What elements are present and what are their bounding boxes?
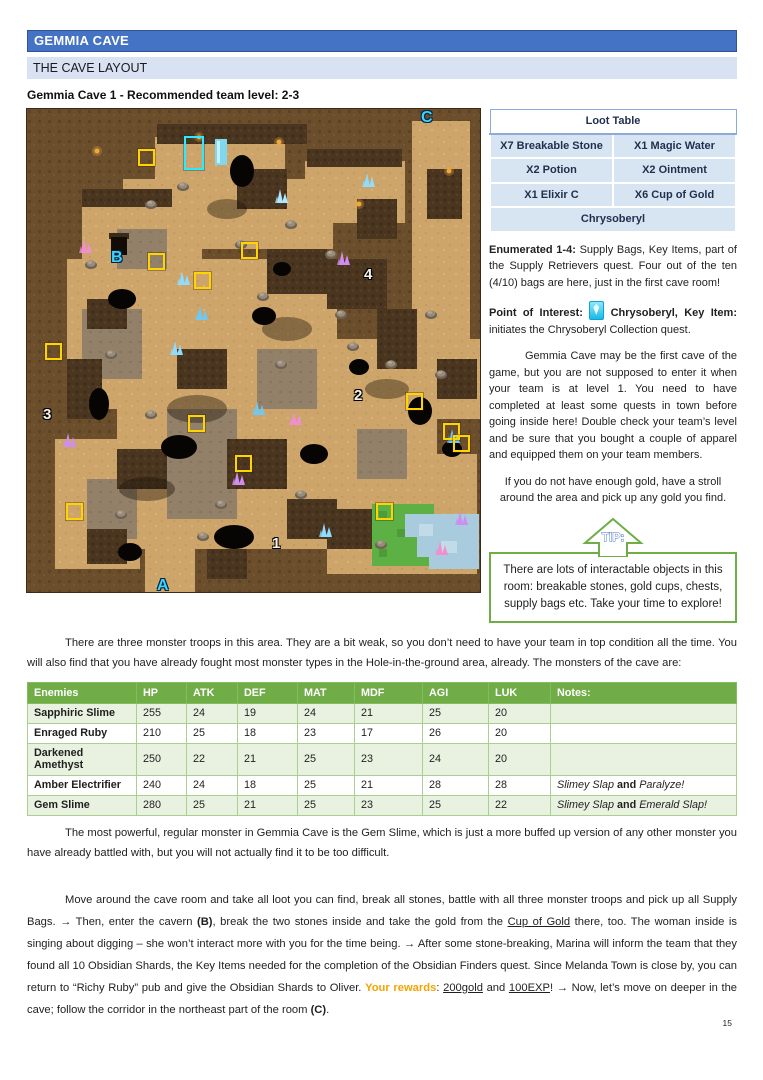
supply-bag-highlight (66, 503, 83, 520)
enemy-name: Enraged Ruby (28, 723, 137, 743)
map-marker-4: 4 (364, 266, 373, 283)
chrysoberyl-icon (589, 301, 604, 320)
supply-bag-highlight (453, 435, 470, 452)
text-segment: Cup of Gold (507, 915, 571, 928)
walkthrough-paragraph (27, 889, 737, 1021)
enemy-stat: 23 (355, 795, 423, 815)
enemy-stat: 21 (355, 703, 423, 723)
enemy-stat: 210 (137, 723, 187, 743)
enemy-notes (551, 723, 737, 743)
enemy-stat: 25 (423, 795, 489, 815)
enemy-stat: 25 (298, 775, 355, 795)
text-segment: there, too. The woman inside is singing about digging – she won’t interact more with you for the time being. → After some stone-breaking, Marina will inform the team that they found all 10 Obsidian Shards, the Key Items needed for the completion of the Obsidian Finders quest. Since Melanda Town is close by, you can return to “Richy Ruby” pub and give the Obsidian Shards to Oliver. (27, 915, 737, 994)
enemies-header-cell: MDF (355, 682, 423, 703)
text-segment: 100EXP (508, 981, 550, 994)
enemy-name: Gem Slime (28, 795, 137, 815)
text-segment: . (326, 1003, 330, 1016)
text-segment: Your rewards (365, 981, 437, 994)
supply-bag-highlight (45, 343, 62, 360)
supply-bag-highlight (406, 393, 423, 410)
enemy-stat: 280 (137, 795, 187, 815)
text-segment: : (436, 981, 444, 994)
text-segment: Emerald Slap! (639, 799, 708, 811)
enemies-header-cell: AGI (423, 682, 489, 703)
enemy-row (28, 743, 737, 775)
supply-bag-highlight (235, 455, 252, 472)
enemy-notes (551, 703, 737, 723)
intro-paragraph: There are three monster troops in this area. They are a bit weak, so you don’t need to have your team in top condition all the time. You will also find that you have already fought most monster types in the Hole-in-the-ground area, already. The monsters of the cave are: (27, 636, 737, 669)
text-segment: Chrysoberyl, Key Item: (604, 307, 737, 319)
loot-table-body (490, 134, 736, 208)
paragraph-point-of-interest (489, 301, 737, 338)
supply-bag-highlight (188, 415, 205, 432)
loot-row (490, 134, 736, 159)
loot-cell: X1 Elixir C (490, 183, 613, 208)
tip-box: There are lots of interactable objects in this room: breakable stones, gold cups, chests, supply bags etc. Take your time to explore! (489, 552, 737, 623)
supply-bag-highlight (194, 272, 211, 289)
loot-table-title: Loot Table (490, 110, 736, 134)
text-segment: (C) (310, 1003, 327, 1016)
enemy-stat: 23 (355, 743, 423, 775)
loot-table-footer: Chrysoberyl (490, 207, 736, 232)
enemy-stat: 17 (355, 723, 423, 743)
enemy-stat: 20 (489, 743, 551, 775)
enemy-stat: 24 (187, 775, 238, 795)
text-segment: Slimey Slap (557, 799, 615, 811)
text-segment: ! → Now, let’s move on deeper in the cave; follow the corridor in the northeast part of the room (27, 981, 738, 1016)
enemies-header-cell: LUK (489, 682, 551, 703)
enemy-stat: 25 (298, 795, 355, 815)
text-segment: Slimey Slap (557, 779, 615, 791)
enemy-stat: 24 (423, 743, 489, 775)
text-segment: Move around the cave room and take all loot you can find, break all stones, battle with all three monster troops and pick up all Supply Bags. → Then, enter the cavern (27, 893, 737, 928)
enemies-header-cell: Enemies (28, 682, 137, 703)
enemies-header-cell: Notes: (551, 682, 737, 703)
enemy-stat: 24 (298, 703, 355, 723)
tip-arrow-icon (581, 517, 645, 557)
loot-cell: X6 Cup of Gold (613, 183, 736, 208)
map-marker-C: C (421, 109, 433, 126)
enemy-stat: 21 (355, 775, 423, 795)
text-segment: (B) (197, 915, 213, 928)
map-marker-A: A (157, 577, 169, 594)
enemies-table (27, 682, 737, 816)
loot-cell: X1 Magic Water (613, 134, 736, 159)
enemy-notes (551, 775, 737, 795)
map-caption: Gemmia Cave 1 - Recommended team level: 2-3 (27, 88, 300, 102)
enemies-header-cell: DEF (238, 682, 298, 703)
loot-row (490, 158, 736, 183)
enemy-stat: 255 (137, 703, 187, 723)
enemies-table-body (28, 703, 737, 815)
enemy-row (28, 775, 737, 795)
enemy-stat: 25 (187, 723, 238, 743)
enemy-stat: 21 (238, 743, 298, 775)
enemy-stat: 19 (238, 703, 298, 723)
page-title: GEMMIA CAVE (27, 30, 737, 52)
enemy-stat: 26 (423, 723, 489, 743)
enemy-stat: 240 (137, 775, 187, 795)
enemy-row (28, 723, 737, 743)
loot-table (489, 109, 737, 233)
map-marker-3: 3 (43, 406, 52, 423)
text-segment: Supply Bags, Key Items, part of the Supply Retrievers quest. Four out of the ten (4/10) bags are here, just in the first cave room! (489, 243, 737, 289)
supply-bag-highlight (376, 503, 393, 520)
enemy-stat: 20 (489, 723, 551, 743)
text-segment: Enumerated 1-4: (489, 243, 576, 256)
enemy-stat: 250 (137, 743, 187, 775)
supply-bag-highlight (241, 242, 258, 259)
text-segment: initiates the Chrysoberyl Collection quest. (489, 323, 691, 336)
enemy-stat: 22 (489, 795, 551, 815)
paragraph-enumerated (489, 242, 737, 292)
sidebar (489, 109, 737, 623)
text-segment: and (614, 779, 640, 791)
enemy-stat: 25 (298, 743, 355, 775)
enemy-stat: 22 (187, 743, 238, 775)
enemy-stat: 21 (238, 795, 298, 815)
enemy-row (28, 795, 737, 815)
enemy-stat: 25 (423, 703, 489, 723)
enemy-name: Sapphiric Slime (28, 703, 137, 723)
loot-cell: X2 Potion (490, 158, 613, 183)
enemy-stat: 25 (187, 795, 238, 815)
enemy-name: Darkened Amethyst (28, 743, 137, 775)
text-segment: and (482, 981, 509, 994)
text-segment: Paralyze! (639, 779, 685, 791)
page-number: 15 (722, 1018, 732, 1028)
map-overlay (27, 109, 480, 592)
tip-label: TIP: (601, 529, 625, 544)
enemy-notes (551, 795, 737, 815)
chrysoberyl-highlight (184, 136, 204, 170)
supply-bag-highlight (148, 253, 165, 270)
text-segment: and (614, 799, 640, 811)
enemy-stat: 18 (238, 723, 298, 743)
enemy-notes (551, 743, 737, 775)
loot-cell: X7 Breakable Stone (490, 134, 613, 159)
enemies-header-cell: ATK (187, 682, 238, 703)
enemy-stat: 23 (298, 723, 355, 743)
enemy-row (28, 703, 737, 723)
enemy-stat: 28 (489, 775, 551, 795)
analysis-paragraph: The most powerful, regular monster in Gemmia Cave is the Gem Slime, which is just a more buffed up version of any other monster you have already battled with, but you will not actually find it to be too difficult. (27, 826, 737, 859)
paragraph-gold: If you do not have enough gold, have a stroll around the area and pick up any gold you find. (499, 475, 727, 504)
document-page (27, 30, 737, 1021)
map-marker-2: 2 (354, 387, 363, 404)
cave-map (27, 109, 480, 592)
text-segment: 200gold (443, 981, 483, 994)
enemies-header-cell: MAT (298, 682, 355, 703)
paragraph-warning: Gemmia Cave may be the first cave of the game, but you are not supposed to enter it when your team is at level 1. You need to have completed at least some quests in town before going inside here! Double check your team’s level and be sure that you bought a couple of apparel and equipped them on your team members. (489, 350, 737, 461)
enemies-header-cell: HP (137, 682, 187, 703)
loot-cell: X2 Ointment (613, 158, 736, 183)
section-title: THE CAVE LAYOUT (27, 57, 737, 79)
enemy-stat: 28 (423, 775, 489, 795)
supply-bag-highlight (138, 149, 155, 166)
enemy-stat: 24 (187, 703, 238, 723)
enemy-stat: 18 (238, 775, 298, 795)
enemies-table-header (28, 682, 737, 703)
text-segment: , break the two stones inside and take the gold from the (212, 915, 508, 928)
loot-row (490, 183, 736, 208)
map-marker-1: 1 (272, 535, 281, 552)
text-segment: Point of Interest: (489, 307, 590, 319)
enemy-stat: 20 (489, 703, 551, 723)
enemy-name: Amber Electrifier (28, 775, 137, 795)
map-marker-B: B (111, 249, 123, 266)
